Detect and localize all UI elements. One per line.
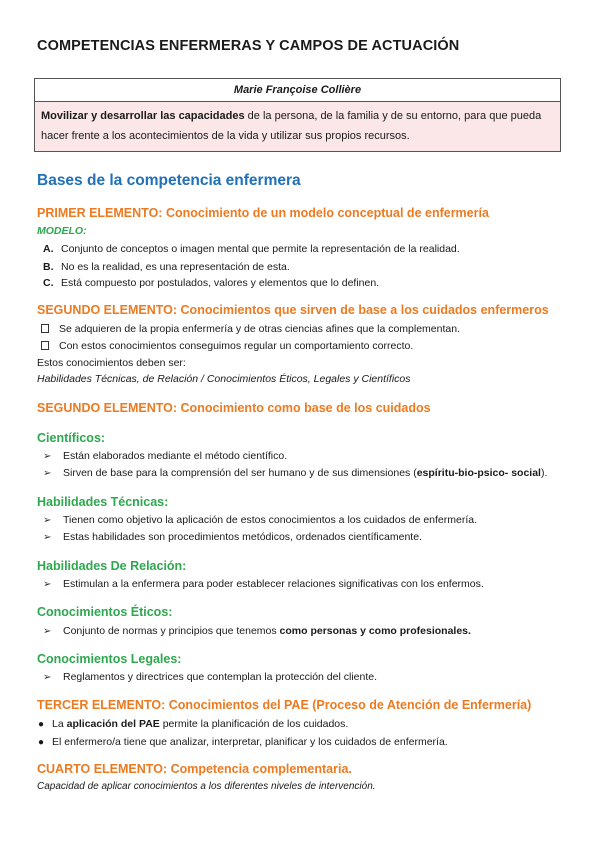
list-item: ➢ Estas habilidades son procedimientos metódicos, ordenados científicamente. [43, 531, 422, 543]
second-element-heading: SEGUNDO ELEMENTO: Conocimientos que sirven de base a los cuidados enfermeros [37, 303, 549, 317]
page-title: COMPETENCIAS ENFERMERAS Y CAMPOS DE ACTUACIÓN [37, 38, 460, 54]
list-item: ● El enfermero/a tiene que analizar, interpretar, planificar y los cuidados de enfermería. [38, 736, 448, 748]
arrow-bullet-icon: ➢ [43, 672, 52, 683]
list-item: ➢ Reglamentos y directrices que contemplan la protección del cliente. [43, 671, 378, 683]
cientificos-heading: Científicos: [37, 431, 106, 445]
arrow-bullet-icon: ➢ [43, 579, 52, 590]
list-item: Se adquieren de la propia enfermería y de otras ciencias afines que la complementan. [41, 323, 460, 335]
square-bullet-icon [41, 341, 49, 350]
tecnicas-heading: Habilidades Técnicas: [37, 495, 169, 509]
quote-body [35, 102, 560, 151]
quote-rest: de la persona, de la familia y de su entorno, para que pueda [244, 110, 542, 122]
arrow-bullet-icon: ➢ [43, 451, 52, 462]
square-bullet-icon [41, 324, 49, 333]
fourth-element-heading: CUARTO ELEMENTO: Competencia complementaria. [37, 762, 352, 776]
note-text: Estos conocimientos deben ser: [37, 357, 186, 369]
list-item: ➢ Conjunto de normas y principios que tenemos como personas y como profesionales. [43, 625, 471, 637]
list-item: Con estos conocimientos conseguimos regular un comportamiento correcto. [41, 340, 413, 352]
fourth-text: Capacidad de aplicar conocimientos a los diferentes niveles de intervención. [37, 781, 376, 792]
quote-box [34, 78, 561, 152]
section-title: Bases de la competencia enfermera [37, 172, 301, 189]
model-label: MODELO: [37, 225, 87, 237]
quote-line2: hacer frente a los acontecimientos de la vida y utilizar sus propios recursos. [41, 130, 410, 142]
legales-heading: Conocimientos Legales: [37, 652, 182, 666]
quote-author: Marie Françoise Collière [35, 79, 560, 102]
list-item: B. No es la realidad, es una representación de esta. [43, 261, 290, 273]
list-item: ➢ Están elaborados mediante el método científico. [43, 450, 288, 462]
list-item: ● La aplicación del PAE permite la planificación de los cuidados. [38, 718, 349, 730]
bullet-icon: ● [38, 737, 45, 748]
list-item: ➢ Estimulan a la enfermera para poder establecer relaciones significativas con los enfermos. [43, 578, 484, 590]
quote-bold: Movilizar y desarrollar las capacidades [41, 110, 245, 122]
second-b-heading: SEGUNDO ELEMENTO: Conocimiento como base de los cuidados [37, 401, 431, 415]
list-item: A. Conjunto de conceptos o imagen mental que permite la representación de la realidad. [43, 243, 460, 255]
arrow-bullet-icon: ➢ [43, 468, 52, 479]
arrow-bullet-icon: ➢ [43, 515, 52, 526]
list-item: ➢ Sirven de base para la comprensión del ser humano y de sus dimensiones (espíritu-bio-psico- social). [43, 467, 548, 479]
relacion-heading: Habilidades De Relación: [37, 559, 187, 573]
note-italic: Habilidades Técnicas, de Relación / Conocimientos Éticos, Legales y Científicos [37, 373, 411, 385]
first-element-heading: PRIMER ELEMENTO: Conocimiento de un modelo conceptual de enfermería [37, 206, 489, 220]
third-element-heading: TERCER ELEMENTO: Conocimientos del PAE (Proceso de Atención de Enfermería) [37, 698, 532, 712]
arrow-bullet-icon: ➢ [43, 626, 52, 637]
list-item: C. Está compuesto por postulados, valores y elementos que lo definen. [43, 277, 380, 289]
bullet-icon: ● [38, 719, 45, 730]
eticos-heading: Conocimientos Éticos: [37, 605, 173, 619]
list-item: ➢ Tienen como objetivo la aplicación de estos conocimientos a los cuidados de enfermería. [43, 514, 478, 526]
arrow-bullet-icon: ➢ [43, 532, 52, 543]
